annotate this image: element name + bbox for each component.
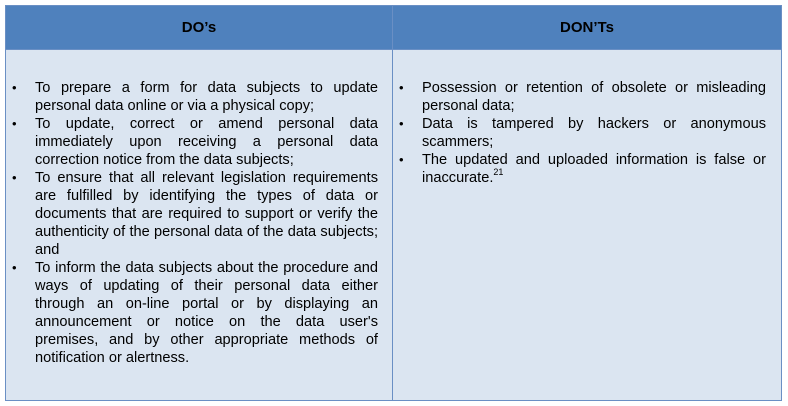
dos-cell [6,50,393,401]
bullet-icon: • [399,80,404,95]
dos-donts-table [5,5,782,401]
dos-item-3: • To ensure that all relevant legislation requirements are fulfilled by identifying the types of data or documents that are required to support or verify the authenticity of the personal data of the data subjects; and [12,170,378,258]
dos-item-4: • To inform the data subjects about the procedure and ways of updating of their personal data either through an on-line portal or by displaying an announcement or notice on the data user's premises, and by other appropriate methods of notification or alertness. [12,260,378,366]
bullet-icon: • [12,116,17,131]
footnote-ref: 21 [493,167,504,178]
bullet-icon: • [12,80,17,95]
donts-item-1: • Possession or retention of obsolete or misleading personal data; [399,80,766,114]
bullet-icon: • [399,152,404,167]
bullet-icon: • [12,260,17,275]
donts-header: DON’Ts [393,6,782,50]
donts-item-2: • Data is tampered by hackers or anonymous scammers; [399,116,766,150]
bullet-icon: • [399,116,404,131]
dos-list [6,50,392,367]
donts-list [393,50,781,187]
dos-item-2: • To update, correct or amend personal data immediately upon receiving a personal data correction notice from the data subjects; [12,116,378,168]
header-row [6,6,782,50]
dos-item-1: • To prepare a form for data subjects to update personal data online or via a physical copy; [12,80,378,114]
bullet-icon: • [12,170,17,185]
donts-item-3: • The updated and uploaded information is false or inaccurate.$^{21}$ [399,152,766,186]
body-row [6,50,782,401]
dos-header: DO’s [6,6,393,50]
donts-cell [393,50,782,401]
